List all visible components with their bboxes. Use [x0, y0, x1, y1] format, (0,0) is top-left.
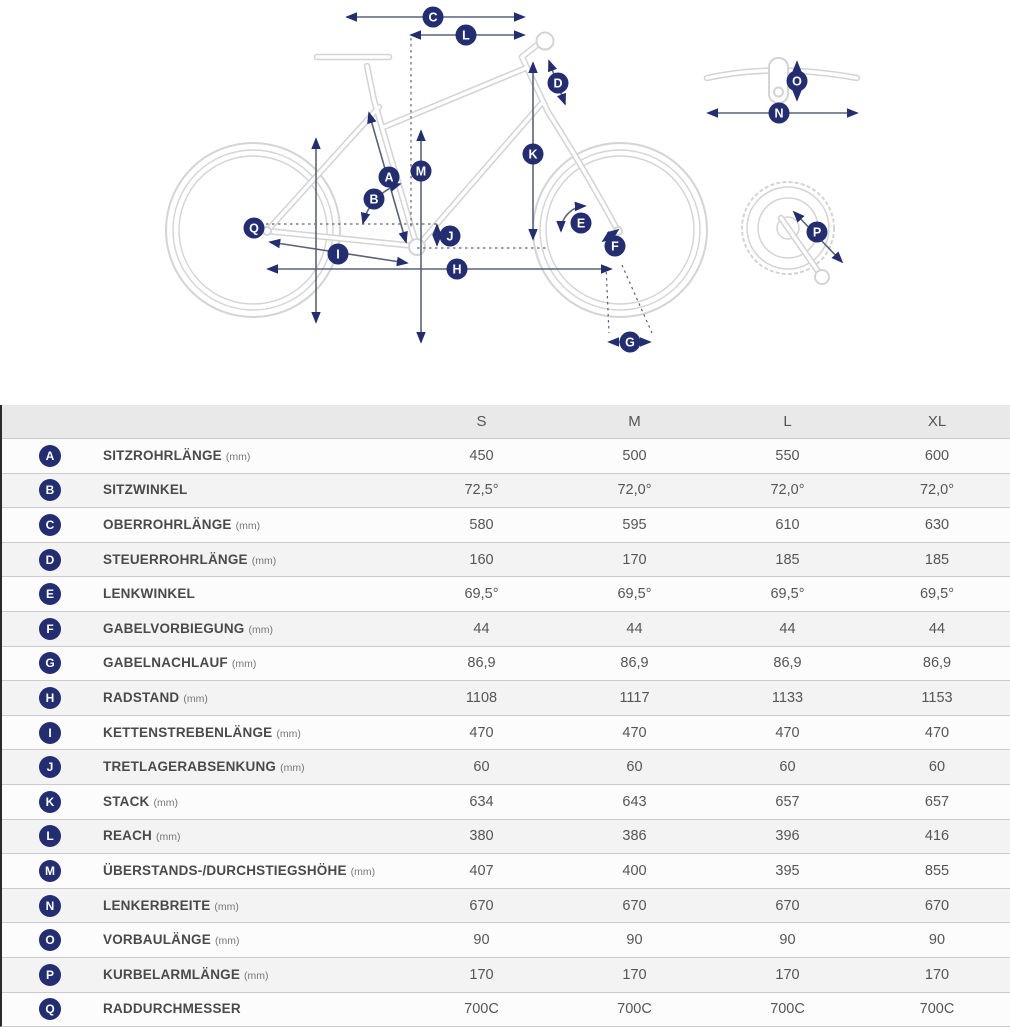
table-row [2, 438, 1010, 473]
table-row [2, 576, 1010, 611]
row-value: 90 [928, 932, 946, 949]
row-value: 1108 [465, 689, 498, 706]
badge-letter-text: N [774, 106, 784, 121]
row-value: 60 [473, 759, 490, 776]
row-label: KETTENSTREBENLÄNGE [103, 724, 273, 740]
badge-letter-text: C [428, 10, 438, 25]
row-label: VORBAULÄNGE [103, 932, 211, 948]
row-value: 69,5° [617, 586, 652, 603]
size-header-xl: XL [927, 413, 947, 430]
row-value: 170 [775, 966, 800, 983]
badge-letter-text: J [446, 229, 454, 244]
row-letter-badge [39, 549, 61, 571]
row-letter: B [45, 483, 55, 498]
row-label-cell [98, 447, 405, 465]
size-header-s: S [476, 413, 487, 430]
row-label-cell [98, 862, 405, 880]
table-row [2, 473, 1010, 508]
row-label-cell [98, 793, 405, 811]
row-letter: C [45, 517, 55, 532]
bike-geometry-svg [0, 0, 1010, 405]
row-value: 700C [770, 1001, 805, 1018]
row-badge-cell [2, 549, 98, 571]
row-label-cell [98, 724, 405, 742]
row-value: 700C [464, 1001, 499, 1018]
row-unit: (mm) [248, 623, 274, 636]
row-value: 170 [924, 966, 950, 983]
row-letter: P [45, 967, 54, 982]
row-value: 386 [622, 828, 647, 845]
row-value: 670 [622, 897, 647, 914]
row-value: 470 [622, 724, 647, 741]
row-label: TRETLAGERABSENKUNG [103, 759, 277, 775]
row-label-cell [98, 481, 405, 499]
diagram-badge-p [807, 222, 828, 243]
row-value: 86,9 [620, 655, 649, 672]
row-label: GABELVORBIEGUNG [103, 620, 245, 636]
row-value: 630 [924, 516, 950, 533]
table-row [2, 853, 1010, 888]
handlebar-top-view-icon [707, 58, 857, 103]
row-value: 1117 [619, 689, 650, 706]
table-row [2, 784, 1010, 819]
row-badge-cell [2, 860, 98, 882]
row-badge-cell [2, 895, 98, 917]
row-value: 170 [469, 966, 494, 983]
row-value: 634 [469, 793, 494, 810]
diagram-badge-n [769, 103, 790, 124]
row-letter-badge [39, 652, 61, 674]
table-row [2, 957, 1010, 992]
row-badge-cell [2, 445, 98, 467]
row-value: 380 [469, 828, 494, 845]
row-badge-cell [2, 722, 98, 744]
row-value: 185 [924, 551, 950, 568]
row-letter: Q [45, 1002, 55, 1017]
diagram-badge-q [244, 218, 265, 239]
row-label-cell [98, 620, 405, 638]
row-value: 72,0° [617, 482, 652, 499]
row-value: 170 [622, 551, 647, 568]
diagram-badge-c [423, 7, 444, 28]
row-value: 60 [779, 759, 796, 776]
diagram-badge-b [364, 189, 385, 210]
row-value: 90 [779, 932, 796, 949]
row-value: 60 [928, 759, 946, 776]
row-value: 90 [626, 932, 643, 949]
row-label: RADDURCHMESSER [103, 1001, 241, 1017]
row-value: 550 [775, 447, 800, 464]
row-badge-cell [2, 514, 98, 536]
row-label-cell [98, 689, 405, 707]
row-value: 185 [775, 551, 800, 568]
row-value: 407 [469, 862, 494, 879]
row-letter: L [46, 829, 54, 844]
geometry-table-header [2, 405, 1010, 438]
row-letter: K [45, 794, 55, 809]
row-letter-badge [39, 756, 61, 778]
row-letter-badge [39, 618, 61, 640]
bike-side-view-icon [166, 33, 857, 318]
size-header-l: L [783, 413, 792, 430]
row-letter: H [45, 690, 55, 705]
table-row [2, 646, 1010, 681]
diagram-badge-j [440, 226, 461, 247]
row-unit: (mm) [276, 727, 301, 740]
diagram-badge-o [787, 71, 808, 92]
badge-letter-text: M [415, 164, 427, 179]
row-label: LENKWINKEL [103, 586, 195, 602]
row-letter: E [45, 587, 54, 602]
row-unit: (mm) [350, 865, 376, 878]
row-value: 69,5° [919, 586, 955, 603]
row-value: 580 [469, 516, 494, 533]
badge-letter-text: P [812, 225, 822, 240]
row-value: 44 [626, 620, 643, 637]
badge-letter-text: G [625, 335, 635, 350]
row-value: 86,9 [922, 655, 952, 672]
diagram-badge-l [456, 25, 477, 46]
row-value: 170 [622, 966, 647, 983]
row-label: KURBELARMLÄNGE [103, 966, 241, 982]
row-unit: (mm) [280, 762, 305, 775]
table-row [2, 922, 1010, 957]
row-label-cell [98, 931, 405, 949]
row-letter: M [45, 863, 55, 878]
row-letter: F [46, 621, 54, 636]
geometry-table [0, 405, 1010, 1027]
row-value: 470 [775, 724, 800, 741]
row-badge-cell [2, 583, 98, 605]
row-label: SITZWINKEL [103, 482, 188, 498]
row-value: 416 [924, 828, 950, 845]
row-value: 69,5° [770, 586, 805, 603]
row-label: ÜBERSTANDS-/DURCHSTIEGSHÖHE [103, 862, 347, 878]
row-value: 86,9 [467, 655, 496, 672]
row-letter-badge [39, 514, 61, 536]
diagram-badge-g [620, 332, 641, 353]
row-unit: (mm) [156, 831, 181, 844]
row-label-cell [98, 827, 405, 845]
row-value: 72,0° [770, 482, 805, 499]
row-letter-badge [39, 791, 61, 813]
row-letter-badge [39, 479, 61, 501]
row-letter: D [45, 552, 55, 567]
row-value: 670 [469, 897, 494, 914]
row-badge-cell [2, 825, 98, 847]
row-value: 1153 [921, 689, 953, 706]
row-letter-badge [39, 998, 61, 1020]
badge-letter-text: B [369, 192, 379, 207]
row-badge-cell [2, 756, 98, 778]
badge-letter-text: F [611, 239, 619, 254]
row-unit: (mm) [214, 935, 240, 948]
table-row [2, 680, 1010, 715]
row-label-cell [98, 654, 405, 672]
row-value: 700C [617, 1001, 652, 1018]
row-value: 44 [473, 620, 490, 637]
row-unit: (mm) [214, 900, 239, 913]
row-letter-badge [39, 895, 61, 917]
row-unit: (mm) [235, 519, 261, 532]
row-letter: G [45, 656, 55, 671]
row-value: 72,0° [919, 482, 955, 499]
row-label: GABELNACHLAUF [103, 655, 228, 671]
row-value: 670 [775, 897, 800, 914]
table-row [2, 992, 1010, 1027]
row-value: 595 [622, 516, 647, 533]
row-unit: (mm) [153, 796, 178, 809]
badge-letter-text: I [336, 247, 340, 262]
row-letter: I [48, 725, 52, 740]
row-label: STACK [103, 793, 150, 809]
row-unit: (mm) [244, 969, 269, 982]
row-badge-cell [2, 929, 98, 951]
geometry-table-body [2, 438, 1010, 1026]
row-label: STEUERROHRLÄNGE [103, 551, 248, 567]
table-row [2, 715, 1010, 750]
row-value: 1133 [771, 689, 804, 706]
row-label-cell [98, 758, 405, 776]
diagram-badge-d [548, 73, 569, 94]
row-badge-cell [2, 998, 98, 1020]
row-unit: (mm) [251, 554, 277, 567]
row-letter: A [45, 448, 55, 463]
row-value: 44 [928, 620, 946, 637]
table-row [2, 819, 1010, 854]
badge-letter-text: O [792, 74, 802, 89]
row-value: 643 [622, 793, 647, 810]
badge-letter-text: H [452, 262, 462, 277]
row-letter-badge [39, 929, 61, 951]
diagram-badge-f [605, 236, 626, 257]
row-badge-cell [2, 618, 98, 640]
badge-letter-text: A [384, 170, 394, 185]
row-label-cell [98, 966, 405, 984]
row-letter: N [45, 898, 55, 913]
row-value: 500 [622, 447, 647, 464]
row-letter-badge [39, 445, 61, 467]
row-value: 400 [622, 862, 647, 879]
row-label: RADSTAND [103, 689, 180, 705]
row-label: OBERROHRLÄNGE [103, 516, 232, 532]
row-label-cell [98, 897, 405, 915]
row-value: 395 [775, 862, 800, 879]
row-value: 160 [469, 551, 494, 568]
row-value: 470 [924, 724, 950, 741]
row-value: 610 [775, 516, 800, 533]
row-value: 700C [919, 1001, 955, 1018]
diagram-badge-h [447, 259, 468, 280]
row-value: 86,9 [773, 655, 802, 672]
row-letter: J [46, 760, 54, 775]
row-value: 600 [924, 447, 950, 464]
geometry-diagram [0, 0, 1010, 405]
row-label: REACH [103, 828, 153, 844]
row-value: 657 [775, 793, 800, 810]
badge-letter-text: D [553, 76, 563, 91]
row-unit: (mm) [183, 692, 208, 705]
row-value: 657 [924, 793, 950, 810]
row-letter: O [45, 933, 55, 948]
diagram-badge-k [523, 144, 544, 165]
diagram-badge-m [411, 161, 432, 182]
row-label-cell [98, 551, 405, 569]
row-value: 60 [626, 759, 643, 776]
diagram-badge-e [571, 213, 592, 234]
badge-letter-text: Q [249, 221, 259, 236]
size-header-m: M [628, 413, 641, 430]
row-badge-cell [2, 479, 98, 501]
row-value: 69,5° [464, 586, 499, 603]
row-value: 670 [924, 897, 950, 914]
row-letter-badge [39, 860, 61, 882]
row-unit: (mm) [231, 658, 257, 671]
row-badge-cell [2, 791, 98, 813]
row-letter-badge [39, 583, 61, 605]
row-letter-badge [39, 722, 61, 744]
table-row [2, 749, 1010, 784]
frame [263, 33, 622, 256]
row-letter-badge [39, 964, 61, 986]
row-label-cell [98, 585, 405, 603]
row-value: 396 [775, 828, 800, 845]
row-label: LENKERBREITE [103, 897, 211, 913]
diagram-badge-i [328, 244, 349, 265]
row-letter-badge [39, 687, 61, 709]
table-row [2, 542, 1010, 577]
row-label-cell [98, 516, 405, 534]
row-label: SITZROHRLÄNGE [103, 447, 222, 463]
row-value: 470 [469, 724, 494, 741]
row-letter-badge [39, 825, 61, 847]
table-row [2, 611, 1010, 646]
table-row [2, 888, 1010, 923]
row-value: 450 [469, 447, 494, 464]
row-badge-cell [2, 687, 98, 709]
row-value: 72,5° [464, 482, 499, 499]
table-row [2, 507, 1010, 542]
badge-letter-text: L [462, 28, 470, 43]
row-value: 90 [473, 932, 490, 949]
diagram-badge-a [379, 167, 400, 188]
badge-letter-text: K [528, 147, 538, 162]
row-value: 44 [779, 620, 796, 637]
row-label-cell [98, 1000, 405, 1018]
row-unit: (mm) [225, 450, 251, 463]
row-badge-cell [2, 652, 98, 674]
row-badge-cell [2, 964, 98, 986]
badge-letter-text: E [576, 216, 586, 231]
row-value: 855 [924, 862, 950, 879]
